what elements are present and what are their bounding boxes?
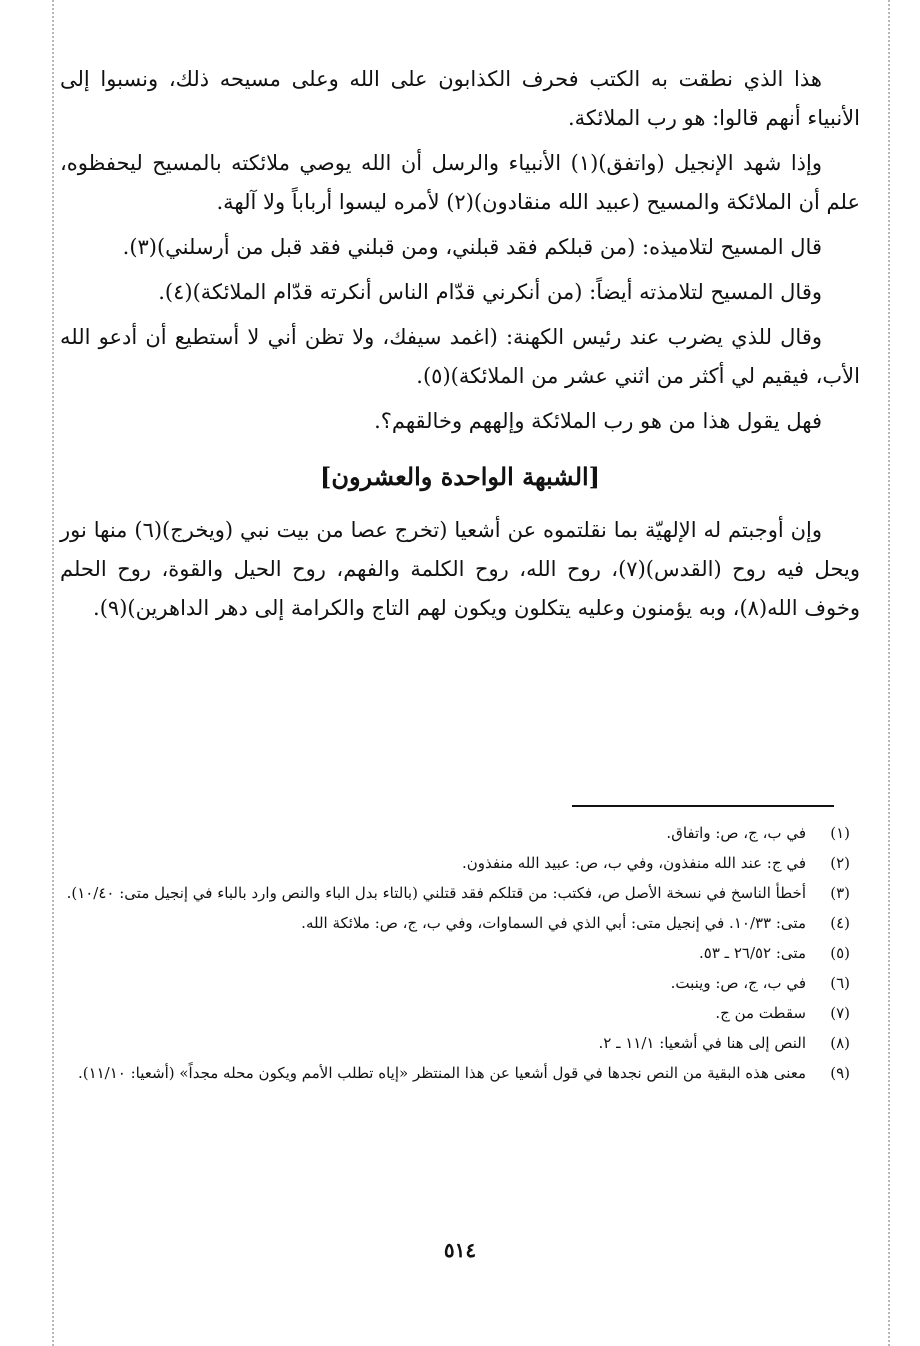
footnote-8	[60, 1028, 850, 1058]
footnote-number: (١)	[830, 824, 850, 842]
scan-line-left	[52, 0, 54, 1346]
footnote-4	[60, 908, 850, 938]
footnote-number: (٥)	[830, 944, 850, 962]
paragraph-3: قال المسيح لتلاميذه: (من قبلكم فقد قبلني، ومن قبلني فقد قبل من أرسلني)(٣).	[122, 235, 822, 259]
footnote-number: (٤)	[830, 914, 850, 932]
footnote-number: (٣)	[830, 884, 850, 902]
footnote-2	[60, 848, 850, 878]
footnote-1	[60, 818, 850, 848]
footnote-7	[60, 998, 850, 1028]
section-paragraph: وإن أوجبتم له الإلهيّة بما نقلتموه عن أشعيا (تخرج عصا من بيت نبي (ويخرج)(٦) منها نور ويحل فيه روح (القدس)(٧)، روح الله، روح الكلمة والفهم، روح الحيل والقوة، روح الحلم وخوف الله(٨)، وبه يؤمنون وعليه يتكلون ويكون لهم التاج والكرامة إلى دهر الداهرين)(٩).	[60, 518, 860, 620]
footnotes	[60, 818, 850, 1088]
paragraph-6: فهل يقول هذا من هو رب الملائكة وإلههم وخالقهم؟.	[374, 409, 822, 433]
footnote-number: (٨)	[830, 1034, 850, 1052]
footnote-text: في ب، ج، ص: واتفاق.	[666, 824, 806, 842]
scan-line-right	[888, 0, 890, 1346]
paragraph-2: وإذا شهد الإنجيل (واتفق)(١) الأنبياء والرسل أن الله يوصي ملائكته بالمسيح ليحفظوه، علم أن الملائكة والمسيح (عبيد الله منقادون)(٢) لأمره ليسوا أرباباً ولا آلهة.	[60, 151, 860, 214]
paragraph-4: وقال المسيح لتلامذته أيضاً: (من أنكرني قدّام الناس أنكرته قدّام الملائكة)(٤).	[158, 280, 822, 304]
footnote-text: متى: ١٠/٣٣. في إنجيل متى: أبي الذي في السماوات، وفي ب، ج، ص: ملائكة الله.	[301, 914, 806, 932]
footnote-number: (٩)	[830, 1064, 850, 1082]
section-heading: [الشبهة الواحدة والعشرون]	[319, 462, 601, 491]
paragraph-5: وقال للذي يضرب عند رئيس الكهنة: (اغمد سيفك، ولا تظن أني لا أستطيع أن أدعو الله الأب، فيقيم لي أكثر من اثني عشر من الملائكة)(٥).	[60, 325, 860, 388]
footnote-text: متى: ٢٦/٥٢ ـ ٥٣.	[698, 944, 806, 962]
footnote-text: معنى هذه البقية من النص نجدها في قول أشعيا عن هذا المنتظر «إياه تطلب الأمم ويكون محله مجداً» (أشعيا: ١١/١٠).	[77, 1064, 806, 1082]
footnote-number: (٦)	[830, 974, 850, 992]
footnote-6	[60, 968, 850, 998]
footnote-text: أخطأ الناسخ في نسخة الأصل ص، فكتب: من قتلكم فقد قتلني (بالتاء بدل الباء والنص وارد بالباء في إنجيل متى: ١٠/٤٠).	[66, 884, 806, 902]
footnote-text: النص إلى هنا في أشعيا: ١١/١ ـ ٢.	[598, 1034, 806, 1052]
footnote-number: (٧)	[830, 1004, 850, 1022]
footnote-text: في ب، ج، ص: وينبت.	[670, 974, 806, 992]
main-text	[60, 60, 860, 634]
footnote-3	[60, 878, 850, 908]
paragraph-1: هذا الذي نطقت به الكتب فحرف الكذابون على الله وعلى مسيحه ذلك، ونسبوا إلى الأنبياء أنهم قالوا: هو رب الملائكة.	[60, 67, 860, 130]
footnote-divider	[572, 805, 834, 807]
footnote-9	[60, 1058, 850, 1088]
page-number: ٥١٤	[443, 1238, 477, 1262]
footnote-5	[60, 938, 850, 968]
footnote-text: سقطت من ج.	[715, 1004, 806, 1022]
footnote-text: في ج: عند الله منفذون، وفي ب، ص: عبيد الله منفذون.	[461, 854, 806, 872]
footnote-number: (٢)	[830, 854, 850, 872]
